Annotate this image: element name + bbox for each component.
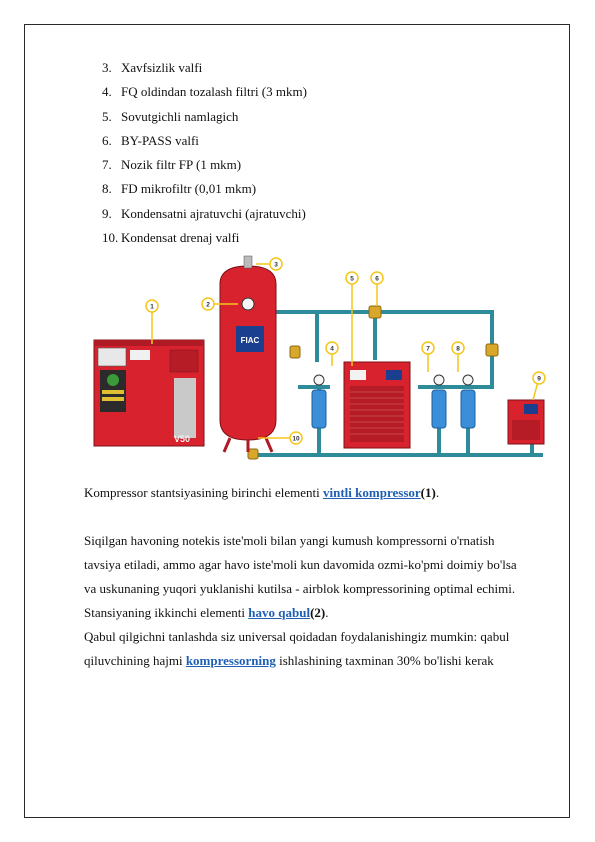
link-compressor[interactable]: kompressorning <box>185 653 276 668</box>
list-number: 9. <box>102 205 112 221</box>
callout-label: 7 <box>426 345 430 353</box>
list-text: Kondensatni ajratuvchi (ajratuvchi) <box>121 205 306 221</box>
list-text: Kondensat drenaj valfi <box>121 230 240 246</box>
text-run: . <box>325 605 329 620</box>
callout-label: 6 <box>375 275 379 283</box>
list-item <box>102 80 307 104</box>
list-text: Xavfsizlik valfi <box>121 60 203 75</box>
component-list <box>102 56 307 250</box>
list-text: FQ oldindan tozalash filtri (3 mkm) <box>121 84 307 100</box>
list-text: Sovutgichli namlagich <box>121 108 239 124</box>
link-screw-compressor[interactable]: vintli kompressor <box>323 485 421 500</box>
list-item <box>102 56 307 80</box>
paragraph-compressor <box>84 481 556 505</box>
list-number: 4. <box>102 84 112 100</box>
paragraph-consumption <box>84 529 556 673</box>
text-run: ishlashining taxminan 30% bo'lishi kerak <box>275 653 494 668</box>
callout-label: 8 <box>456 345 460 353</box>
list-item <box>102 153 307 177</box>
text-line: tavsiya etiladi, ammo agar havo iste'moli kun davomida ozmi-ko'pmi doimiy bo'lsa <box>84 557 517 572</box>
callout-label: 9 <box>537 375 541 383</box>
refrigerated-dryer <box>344 362 410 448</box>
link-air-receiver[interactable]: havo qabul <box>248 605 311 620</box>
brand-label: FIAC <box>240 336 260 345</box>
text-run: . <box>435 485 440 500</box>
callout-label: 2 <box>206 301 210 309</box>
text-line: va uskunaning yuqori yuklanishi kutilsa - airblok kompressorining optimal echimi. <box>84 581 516 596</box>
list-text: Nozik filtr FP (1 mkm) <box>121 157 242 173</box>
air-receiver-tank <box>220 256 276 452</box>
list-item <box>102 129 307 153</box>
list-number: 5. <box>102 108 112 124</box>
text-run: Stansiyaning ikkinchi elementi <box>84 605 249 620</box>
callout-label: 4 <box>330 345 334 353</box>
list-number: 7. <box>102 157 112 173</box>
list-number: 8. <box>102 181 112 197</box>
list-text: FD mikrofiltr (0,01 mkm) <box>121 181 257 197</box>
compressor-station-diagram <box>88 252 548 474</box>
callout-label: 5 <box>350 275 354 283</box>
list-item <box>102 202 307 226</box>
callout-label: 3 <box>274 261 278 269</box>
text-line: Qabul qilgichni tanlashda siz universal qoidadan foydalanishingiz mumkin: qabul <box>84 629 510 644</box>
list-item <box>102 226 307 250</box>
model-label: V50 <box>174 434 191 444</box>
text-run: Kompressor stantsiyasining birinchi elementi <box>84 485 324 500</box>
callout-label: 1 <box>150 303 154 311</box>
list-number: 10. <box>102 230 119 246</box>
list-text: BY-PASS valfi <box>121 132 199 148</box>
text-line <box>84 649 556 673</box>
text-run: (2) <box>310 605 326 620</box>
list-item <box>102 177 307 201</box>
text-line <box>84 601 556 625</box>
list-number: 3. <box>102 60 112 75</box>
callout-label: 10 <box>292 435 300 443</box>
list-item <box>102 105 307 129</box>
text-line: Siqilgan havoning notekis iste'moli bilan yangi kumush kompressorni o'rnatish <box>84 533 495 548</box>
text-run: qiluvchining hajmi <box>84 653 186 668</box>
text-run: (1) <box>420 485 436 500</box>
screw-compressor <box>94 340 204 446</box>
list-number: 6. <box>102 132 112 148</box>
condensate-separator <box>508 400 544 444</box>
